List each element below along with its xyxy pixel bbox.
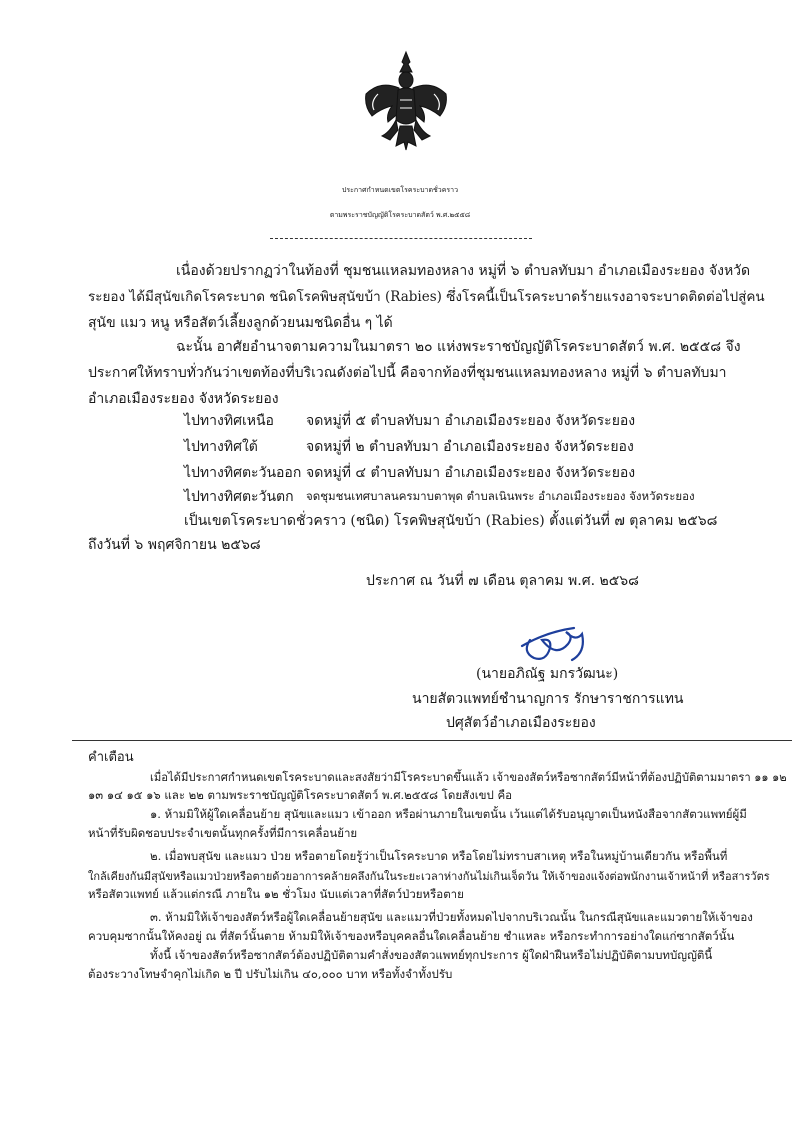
paragraph-3-line-2: ถึงวันที่ ๖ พฤศจิกายน ๒๕๖๘	[88, 537, 261, 553]
paragraph-1-line-3: สุนัข แมว หนู หรือสัตว์เลี้ยงลูกด้วยนมชนิดอื่น ๆ ได้	[88, 315, 393, 331]
paragraph-2-line-2: ประกาศให้ทราบทั่วกันว่าเขตท้องที่บริเวณดังต่อไปนี้ คือจากท้องที่ชุมชนแหลมทองหลาง หมู่ที่ ๖ ตำบลทับมา	[88, 365, 727, 381]
warning-line: ๑. ห้ามมิให้ผู้ใดเคลื่อนย้าย สุนัขและแมว เข้าออก หรือผ่านภายในเขตนั้น เว้นแต่ได้รับอนุญาตเป็นหนังสือจากสัตวแพทย์ผู้มี	[150, 807, 747, 821]
warning-line: ๑๓ ๑๔ ๑๕ ๑๖ และ ๒๒ ตามพระราชบัญญัติโรคระบาดสัตว์ พ.ศ.๒๕๕๘ โดยสังเขป คือ	[88, 788, 513, 802]
paragraph-1-line-2: ระยอง ได้มีสุนัขเกิดโรคระบาด ชนิดโรคพิษสุนัขบ้า (Rabies) ซึ่งโรคนี้เป็นโรคระบาดร้ายแรงอาจระบาดติดต่อไปสู่คน	[88, 289, 765, 305]
direction-north-label: ไปทางทิศเหนือ	[184, 413, 274, 429]
garuda-emblem-icon	[360, 50, 452, 156]
direction-east-value: จดหมู่ที่ ๔ ตำบลทับมา อำเภอเมืองระยอง จังหวัดระยอง	[306, 465, 636, 481]
signatory-office: ปศุสัตว์อำเภอเมืองระยอง	[446, 715, 596, 731]
warning-heading: คำเตือน	[88, 750, 134, 765]
signatory-position: นายสัตวแพทย์ชำนาญการ รักษาราชการแทน	[412, 691, 684, 707]
direction-south-label: ไปทางทิศใต้	[184, 439, 258, 455]
direction-west-label: ไปทางทิศตะวันตก	[184, 489, 294, 505]
warning-line: ทั้งนี้ เจ้าของสัตว์หรือซากสัตว์ต้องปฏิบัติตามคำสั่งของสัตวแพทย์ทุกประการ ผู้ใดฝ่าฝืนหรือไม่ปฏิบัติตามบทบัญญัตินี้	[150, 948, 713, 962]
warning-line: หรือสัตวแพทย์ แล้วแต่กรณี ภายใน ๑๒ ชั่วโมง นับแต่เวลาที่สัตว์ป่วยหรือตาย	[88, 887, 464, 901]
direction-east-label: ไปทางทิศตะวันออก	[184, 465, 302, 481]
direction-north-value: จดหมู่ที่ ๕ ตำบลทับมา อำเภอเมืองระยอง จังหวัดระยอง	[306, 413, 636, 429]
warning-line: ใกล้เคียงกันมีสุนัขหรือแมวป่วยหรือตายด้วยอาการคล้ายคลึงกันในระยะเวลาห่างกันไม่เกินเจ็ดวัน ให้เจ้าของแจ้งต่อพนักงานเจ้าหน้าที่ หรือสารวัตร	[88, 870, 770, 883]
warning-line: เมื่อได้มีประกาศกำหนดเขตโรคระบาดและสงสัยว่ามีโรคระบาดขึ้นแล้ว เจ้าของสัตว์หรือซากสัตว์มีหน้าที่ต้องปฏิบัติตามมาตรา ๑๑ ๑๒	[150, 771, 787, 784]
announcement-date: ประกาศ ณ วันที่ ๗ เดือน ตุลาคม พ.ศ. ๒๕๖๘	[366, 573, 639, 589]
direction-west-value: จดชุมชนเทศบาลนครมาบตาพุด ตำบลเนินพระ อำเภอเมืองระยอง จังหวัดระยอง	[306, 489, 695, 503]
title-divider	[270, 238, 532, 239]
warning-divider	[72, 740, 792, 741]
warning-line: ๒. เมื่อพบสุนัข และแมว ป่วย หรือตายโดยรู้ว่าเป็นโรคระบาด หรือโดยไม่ทราบสาเหตุ หรือในหมู่บ้านเดียวกัน หรือพื้นที่	[150, 849, 728, 863]
signature-mark	[516, 618, 596, 668]
page-title: ประกาศกำหนดเขตโรคระบาดชั่วคราว	[341, 186, 459, 194]
paragraph-3-line-1: เป็นเขตโรคระบาดชั่วคราว (ชนิด) โรคพิษสุนัขบ้า (Rabies) ตั้งแต่วันที่ ๗ ตุลาคม ๒๕๖๘	[184, 513, 718, 529]
paragraph-2-line-3: อำเภอเมืองระยอง จังหวัดระยอง	[88, 391, 279, 407]
page-subtitle: ตามพระราชบัญญัติโรคระบาดสัตว์ พ.ศ.๒๕๕๘	[329, 211, 471, 219]
direction-south-value: จดหมู่ที่ ๒ ตำบลทับมา อำเภอเมืองระยอง จังหวัดระยอง	[306, 439, 634, 455]
paragraph-2-line-1: ฉะนั้น อาศัยอำนาจตามความในมาตรา ๒๐ แห่งพระราชบัญญัติโรคระบาดสัตว์ พ.ศ. ๒๕๕๘ จึง	[176, 339, 741, 355]
warning-line: ต้องระวางโทษจำคุกไม่เกิด ๒ ปี ปรับไม่เกิน ๔๐,๐๐๐ บาท หรือทั้งจำทั้งปรับ	[88, 967, 453, 981]
warning-line: ควบคุมซากนั้นให้คงอยู่ ณ ที่สัตว์นั้นตาย ห้ามมิให้เจ้าของหรือบุคคลอื่นใดเคลื่อนย้าย ชำแหละ หรือกระทำการอย่างใดแก่ซากสัตว์นั้น	[88, 929, 735, 943]
signatory-name: (นายอภิณัฐ มกรวัฒนะ)	[476, 666, 619, 682]
warning-line: ๓. ห้ามมิให้เจ้าของสัตว์หรือผู้ใดเคลื่อนย้ายสุนัข และแมวที่ป่วยทั้งหมดไปจากบริเวณนั้น ในกรณีสุนัขและแมวตายให้เจ้าของ	[150, 910, 753, 924]
warning-line: หน้าที่รับผิดชอบประจำเขตนั้นทุกครั้งที่มีการเคลื่อนย้าย	[88, 826, 358, 840]
paragraph-1-line-1: เนื่องด้วยปรากฏว่าในท้องที่ ชุมชนแหลมทองหลาง หมู่ที่ ๖ ตำบลทับมา อำเภอเมืองระยอง จังหวัด	[176, 263, 751, 279]
